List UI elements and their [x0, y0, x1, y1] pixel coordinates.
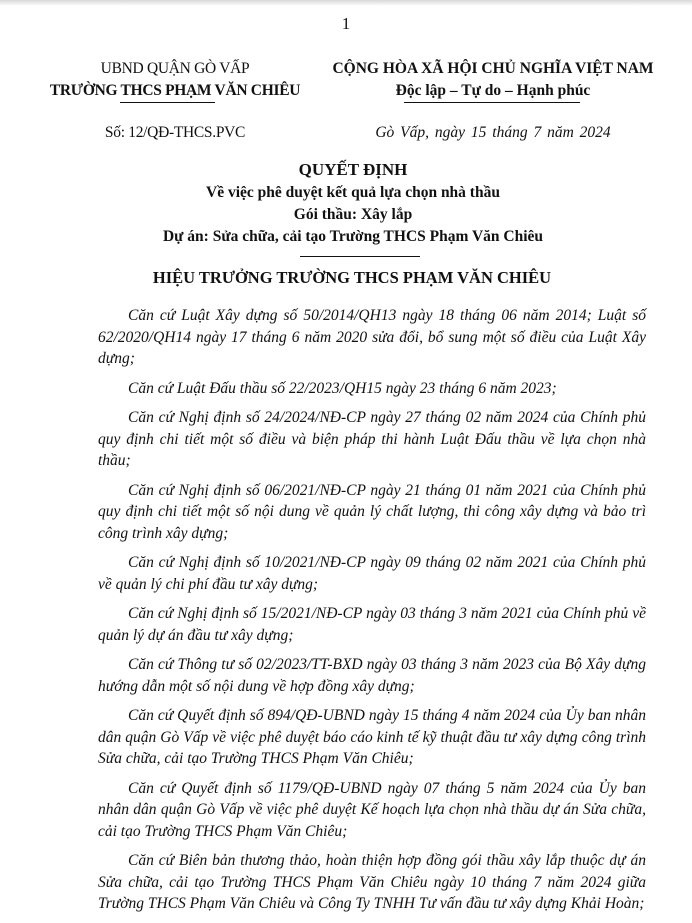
legal-basis-item: Căn cứ Nghị định số 24/2024/NĐ-CP ngày 27 tháng 02 năm 2024 của Chính phủ quy định chi tiết một số điều và biện pháp thi hành Luật Đấu thầu về lựa chọn nhà thầu;: [98, 409, 646, 469]
legal-basis-item: Căn cứ Biên bản thương thảo, hoàn thiện hợp đồng gói thầu xây lắp thuộc dự án Sửa chữa, cải tạo Trường THCS Phạm Văn Chiêu ngày 10 tháng 7 năm 2024 giữa Trường THCS Phạm Văn Chiêu và Công Ty TNHH Tư vấn đầu tư xây dựng Khải Hoàn;: [98, 852, 646, 912]
title-underline: [300, 256, 420, 257]
decision-title: QUYẾT ĐỊNH: [298, 160, 408, 179]
school-name: TRƯỜNG THCS PHẠM VĂN CHIÊU: [49, 82, 301, 99]
legal-basis-item: Căn cứ Luật Đấu thầu số 22/2023/QH15 ngày 23 tháng 6 năm 2023;: [128, 379, 557, 397]
authority-heading: HIỆU TRƯỞNG TRƯỜNG THCS PHẠM VĂN CHIÊU: [152, 268, 552, 287]
bid-package: Gói thầu: Xây lắp: [293, 206, 413, 223]
legal-basis-item: Căn cứ Luật Xây dựng số 50/2014/QH13 ngày 18 tháng 06 năm 2014; Luật số 62/2020/QH14 ngày 17 tháng 6 năm 2020 sửa đổi, bổ sung một số điều của Luật Xây dựng;: [98, 307, 646, 367]
legal-basis-item: Căn cứ Nghị định số 06/2021/NĐ-CP ngày 21 tháng 01 năm 2021 của Chính phủ quy định chi tiết một số nội dung về quản lý chất lượng, thi công xây dựng và bảo trì công trình xây dựng;: [98, 481, 646, 542]
legal-bases: [98, 305, 646, 923]
project-name: Dự án: Sửa chữa, cải tạo Trường THCS Phạm Văn Chiêu: [162, 228, 544, 245]
legal-basis-item: Căn cứ Nghị định số 10/2021/NĐ-CP ngày 09 tháng 02 năm 2021 của Chính phủ về quản lý chi phí đầu tư xây dựng;: [98, 554, 646, 593]
legal-basis-item: Căn cứ Quyết định số 894/QĐ-UBND ngày 15 tháng 4 năm 2024 của Ủy ban nhân dân quận Gò Vấp về việc phê duyệt báo cáo kinh tế kỹ thuật đầu tư xây dựng công trình Sửa chữa, cải tạo Trường THCS Phạm Văn Chiêu;: [98, 707, 646, 767]
legal-basis-item: Căn cứ Quyết định số 1179/QĐ-UBND ngày 07 tháng 5 năm 2024 của Ủy ban nhân dân quận Gò Vấp về việc phê duyệt Kế hoạch lựa chọn nhà thầu dự án Sửa chữa, cải tạo Trường THCS Phạm Văn Chiêu;: [98, 779, 646, 840]
document-number: Số: 12/QĐ-THCS.PVC: [104, 124, 246, 141]
page-number: 1: [341, 14, 351, 33]
legal-basis-item: Căn cứ Nghị định số 15/2021/NĐ-CP ngày 03 tháng 3 năm 2021 của Chính phủ về quản lý dự án đầu tư xây dựng;: [98, 605, 646, 644]
place-date: Gò Vấp, ngày 15 tháng 7 năm 2024: [375, 124, 611, 141]
header-underline-left: [120, 102, 215, 103]
national-motto-header: [328, 58, 658, 102]
page-top-shadow: [0, 0, 692, 6]
decision-title-block: [0, 158, 692, 257]
legal-basis-item: Căn cứ Thông tư số 02/2023/TT-BXD ngày 03 tháng 3 năm 2023 của Bộ Xây dựng hướng dẫn một số nội dung về hợp đồng xây dựng;: [98, 656, 646, 695]
header-underline-right: [404, 102, 580, 103]
country-name: CỘNG HÒA XÃ HỘI CHỦ NGHĨA VIỆT NAM: [332, 60, 654, 77]
district-committee: UBND QUẬN GÒ VẤP: [100, 60, 250, 77]
issuing-agency-header: [40, 58, 310, 102]
decision-subject: Về việc phê duyệt kết quả lựa chọn nhà thầu: [206, 184, 500, 201]
national-motto: Độc lập – Tự do – Hạnh phúc: [395, 82, 591, 99]
